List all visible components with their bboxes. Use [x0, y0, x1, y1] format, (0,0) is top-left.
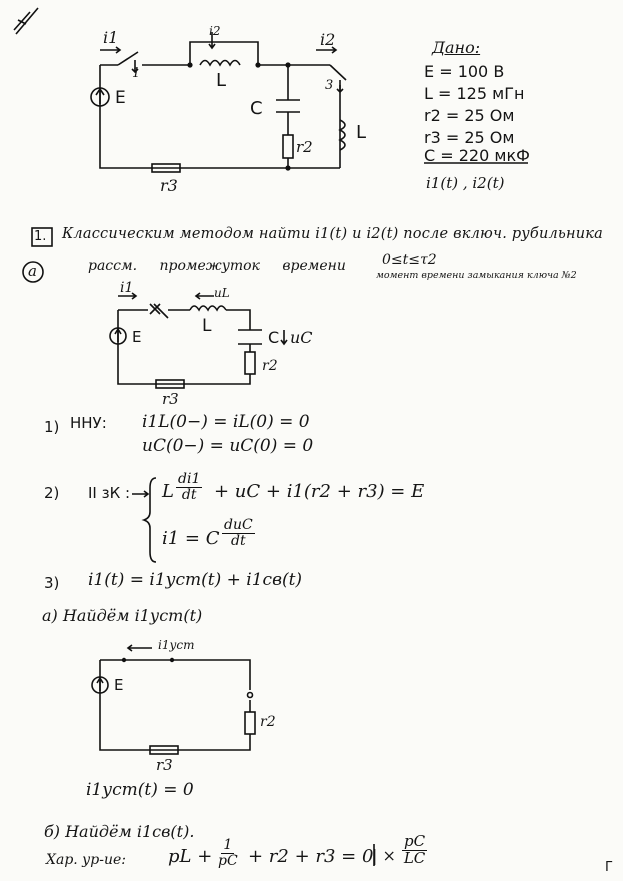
part-a-letter: a [28, 262, 37, 280]
sub-b-title: б) Найдём i1св(t). [44, 822, 195, 841]
sub-a-result: i1уст(t) = 0 [86, 780, 194, 800]
given-item: C = 220 мкФ [424, 146, 530, 165]
given-item: L = 125 мГн [424, 84, 525, 103]
char-eq-left: pL + [168, 846, 213, 867]
circuit3-label-r2: r2 [260, 714, 276, 730]
circuit2-inductor [190, 306, 226, 310]
given-item: r3 = 25 Ом [424, 128, 515, 147]
fraction-numerator: di1 [178, 471, 201, 487]
circuit2-label-r2: r2 [262, 358, 278, 374]
circuit2-label-i1: i1 [120, 280, 134, 296]
system-brace [144, 478, 156, 562]
step2-eq2-fraction [222, 518, 255, 548]
given-title: Дано: [432, 38, 481, 57]
step1-label: ННУ: [70, 414, 107, 432]
char-eq-label: Хар. ур-ие: [46, 852, 127, 868]
char-eq-multiplier: | × [372, 846, 396, 865]
circuit2-resistor-r2 [245, 352, 255, 374]
part-a-interval: 0≤t≤τ2 [382, 252, 437, 268]
circuit3-label-i: i1уст [158, 638, 195, 652]
circuit1-label-r3: r3 [160, 176, 178, 195]
circuit1-capacitor [276, 100, 300, 112]
fraction-numerator: pC [404, 832, 426, 850]
step3-equation: i1(t) = i1уст(t) + i1св(t) [88, 570, 303, 590]
circuit2-label-L: L [202, 316, 212, 336]
task-text: Классическим методом найти i1(t) и i2(t) после включ. рубильника [62, 226, 604, 242]
circuit3-label-r3: r3 [156, 756, 173, 774]
circuit1-label-i2-top: i2 [209, 24, 221, 38]
circuit1-switch3: 3 [325, 78, 334, 93]
fraction-denominator: LC [403, 848, 426, 867]
corner-mark [14, 8, 38, 34]
sub-a-title: а) Найдём i1уст(t) [42, 606, 203, 625]
fraction-denominator: dt [181, 486, 197, 503]
given-find: i1(t) , i2(t) [426, 174, 505, 192]
circuit1-inductor [200, 61, 240, 66]
circuit2-capacitor [238, 330, 262, 344]
step2-eq1-right: + uC + i1(r2 + r3) = E [214, 481, 425, 502]
fraction-numerator: 1 [223, 837, 233, 853]
fraction-denominator: pC [218, 852, 238, 869]
step2-eq2-left: i1 = C [162, 528, 220, 549]
circuit3-label-E: E [114, 676, 124, 694]
circuit1-label-i2: i2 [320, 30, 336, 49]
circuit1-label-E: E [115, 88, 126, 108]
step2-eq1-left: L [162, 481, 174, 502]
char-eq-fraction [218, 838, 238, 868]
given-item: r2 = 25 Ом [424, 106, 515, 125]
circuit3-open-terminal [248, 693, 253, 698]
circuit1-label-L2: L [356, 122, 367, 143]
page-corner-mark: Г [605, 860, 613, 875]
circuit2-label-E: E [132, 328, 142, 346]
circuit1-resistor-r2 [283, 135, 293, 158]
step1-line1: i1L(0−) = iL(0) = 0 [142, 412, 310, 432]
circuit1-label-L: L [216, 70, 227, 91]
task-number: 1. [34, 229, 47, 244]
circuit1-label-i1: i1 [103, 28, 119, 47]
circuit2-label-uL: uL [214, 286, 230, 300]
step3-number: 3) [44, 574, 60, 592]
circuit3-wires [100, 660, 250, 750]
char-eq-multiplier-fraction [402, 834, 427, 867]
circuit1-label-r2: r2 [296, 138, 313, 156]
step2-eq1-fraction [176, 472, 202, 502]
part-a-text: рассм. промежуток времени [88, 258, 346, 274]
fraction-denominator: dt [231, 532, 246, 549]
step2-number: 2) [44, 484, 60, 502]
circuit1-switch1: 1 [132, 66, 141, 81]
part-a-note: момент времени замыкания ключа №2 [376, 270, 577, 281]
circuit3-resistor-r2 [245, 712, 255, 734]
char-eq-right: + r2 + r3 = 0 [248, 846, 374, 867]
step1-number: 1) [44, 418, 60, 436]
fraction-numerator: duC [224, 517, 253, 533]
given-item: E = 100 В [424, 62, 505, 81]
step1-line2: uC(0−) = uC(0) = 0 [142, 436, 314, 456]
circuit2-label-r3: r3 [162, 390, 179, 408]
step2-label: II зК : [88, 484, 131, 502]
circuit2-label-C: C [268, 328, 280, 347]
circuit2-label-uC: uC [290, 328, 313, 347]
circuit1-label-C: C [250, 98, 263, 119]
